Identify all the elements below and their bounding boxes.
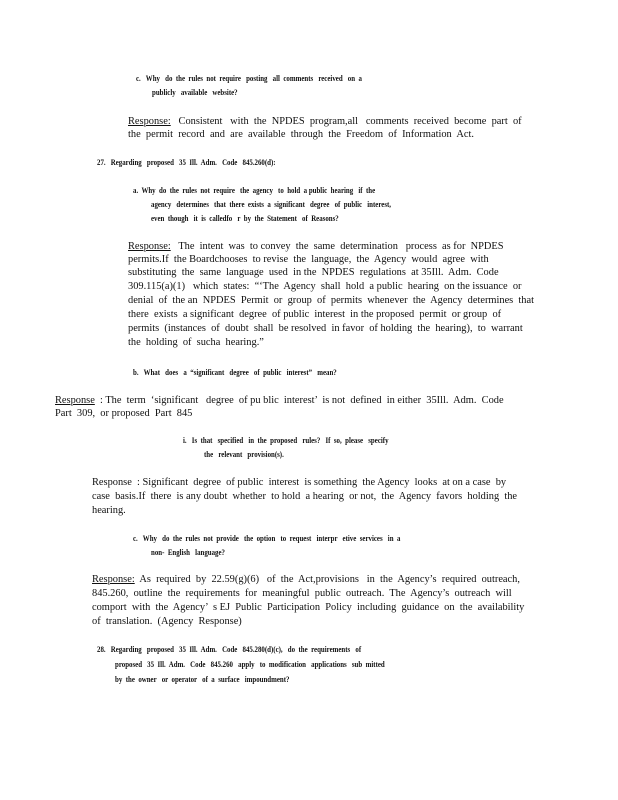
text-line: b. What does a “significant degree of public interest” mean? bbox=[133, 368, 337, 377]
text-line: publicly available website? bbox=[152, 88, 238, 97]
text-line: 845.260, outline the requirements for meaningful public outreach. The Agency’s outreach will bbox=[92, 588, 512, 599]
text-line: Consistent with the NPDES program,all comments received become part of bbox=[170, 116, 522, 127]
text-line: substituting the same language used in the NPDES regulations at 35Ill. Adm. Code bbox=[128, 267, 499, 278]
text-line: 27. Regarding proposed 35 Ill. Adm. Code 845.260(d): bbox=[97, 158, 276, 167]
text-line: Part 309, or proposed Part 845 bbox=[55, 408, 193, 419]
text-line: by the owner or operator of a surface impoundment? bbox=[115, 675, 290, 684]
response-label: Response: bbox=[92, 574, 135, 585]
text-line: agency determines that there exists a significant degree of public interest, bbox=[151, 200, 392, 209]
response-label: Response: bbox=[128, 241, 171, 252]
text-line: : The term ‘significant degree of pu blic interest’ is not defined in either 35Ill. Adm. Code bbox=[94, 395, 504, 406]
text-line: hearing. bbox=[92, 505, 126, 516]
text-line: denial of the an NPDES Permit or group of permits whenever the Agency determines that bbox=[128, 295, 535, 306]
text-line: Response : Significant degree of public interest is something the Agency looks at on a case by bbox=[92, 477, 507, 488]
text-line: proposed 35 Ill. Adm. Code 845.260 apply to modification applications sub mitted bbox=[115, 660, 385, 669]
text-line: 28. Regarding proposed 35 Ill. Adm. Code 845.280(d)(c), do the requirements of bbox=[97, 645, 362, 654]
text-line: permits (instances of doubt shall be resolved in favor of holding the hearing), to warrant bbox=[128, 323, 523, 334]
text-line: comport with the Agency’ s EJ Public Participation Policy including guidance on the availability bbox=[92, 602, 525, 613]
text-line: non- English language? bbox=[151, 548, 225, 557]
text-line: c. Why do the rules not require posting all comments received on a bbox=[136, 74, 362, 83]
response-label: Response: bbox=[128, 116, 171, 127]
text-line: the permit record and are available through the Freedom of Information Act. bbox=[128, 129, 474, 140]
text-line: the relevant provision(s). bbox=[204, 450, 284, 459]
text-line: even though it is calledfo r by the Statement of Reasons? bbox=[151, 214, 339, 223]
text-line: of translation. (Agency Response) bbox=[92, 616, 242, 627]
text-line: case basis.If there is any doubt whether to hold a hearing or not, the Agency favors holding the bbox=[92, 491, 518, 502]
text-line: i. Is that specified in the proposed rules? If so, please specify bbox=[183, 436, 389, 445]
text-line: 309.115(a)(1) which states: “‘The Agency shall hold a public hearing on the issuance or bbox=[128, 281, 522, 292]
text-line: there exists a significant degree of public interest in the proposed permit or group of bbox=[128, 309, 502, 320]
text-line: a. Why do the rules not require the agency to hold a public hearing if the bbox=[133, 186, 376, 195]
text-line: the holding of sucha hearing.” bbox=[128, 337, 264, 348]
response-label: Response bbox=[55, 395, 95, 406]
text-line: The intent was to convey the same determination process as for NPDES bbox=[170, 241, 504, 252]
text-line: c. Why do the rules not provide the option to request interpr etive services in a bbox=[133, 534, 401, 543]
text-line: As required by 22.59(g)(6) of the Act,provisions in the Agency’s required outreach, bbox=[134, 574, 520, 585]
text-line: permits.If the Boardchooses to revise the language, the Agency would agree with bbox=[128, 254, 489, 265]
